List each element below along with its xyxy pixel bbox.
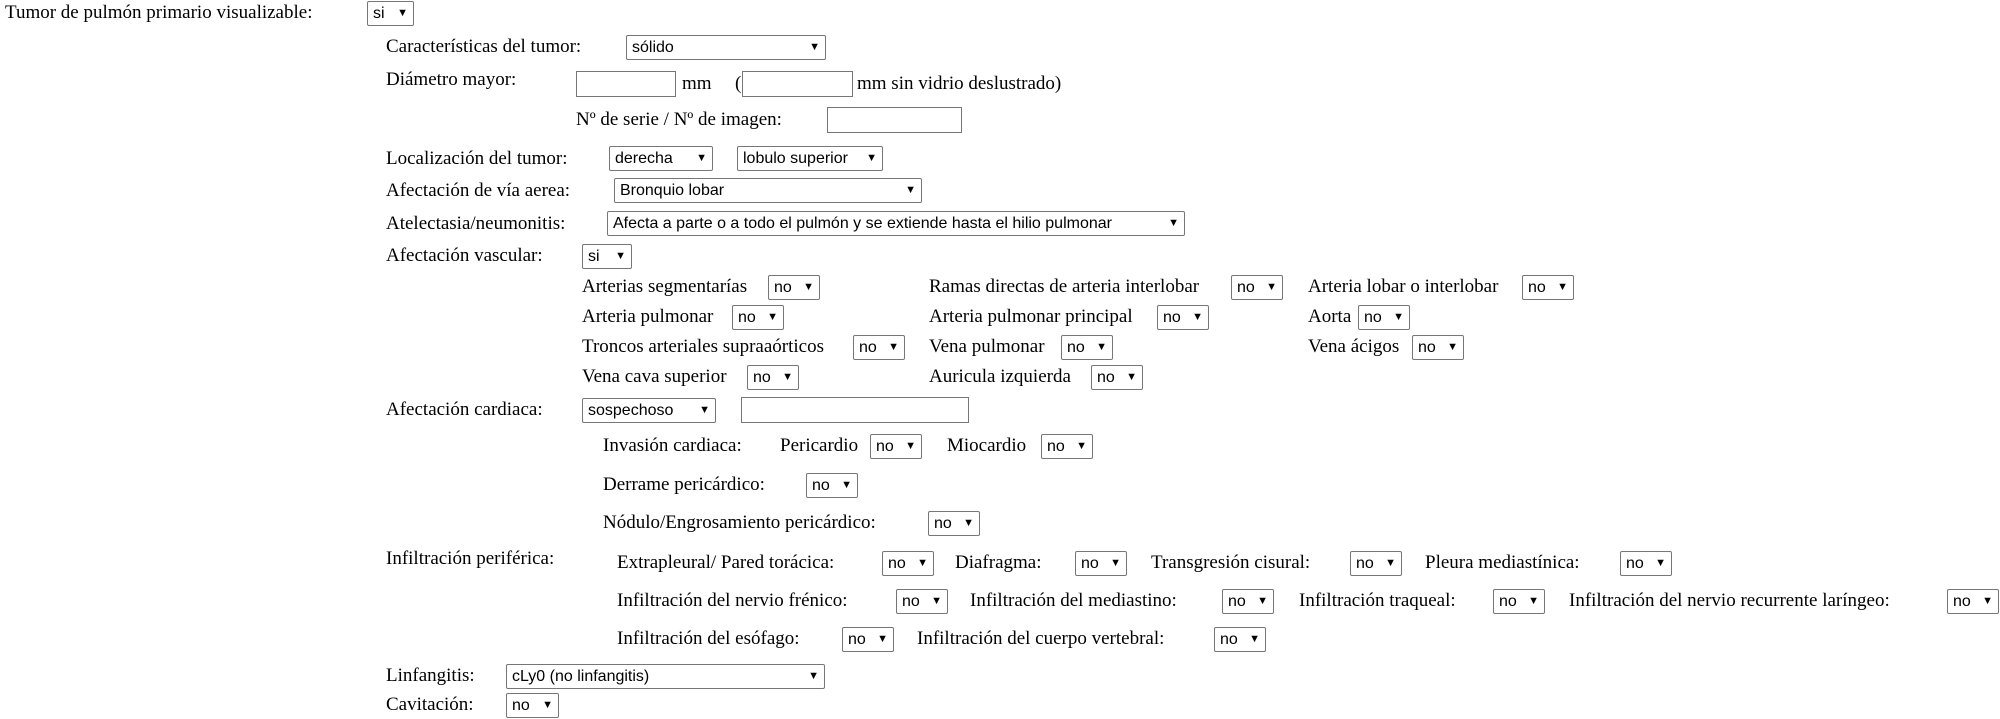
cavitacion-label: Cavitación: [386,694,474,715]
diafragma-select[interactable]: no ▼ [1075,551,1127,576]
diametro-open-paren: ( [735,73,742,94]
invasion-cardiaca-label: Invasión cardiaca: [603,435,742,456]
cardiaca-text-input[interactable] [741,397,969,423]
serie-imagen-input[interactable] [827,107,962,133]
chevron-down-icon: ▼ [397,7,408,19]
chevron-down-icon: ▼ [905,440,916,452]
localizacion-label: Localización del tumor: [386,148,568,169]
chevron-down-icon: ▼ [696,152,707,164]
arteria-lobar-select[interactable]: no ▼ [1522,275,1574,300]
chevron-down-icon: ▼ [542,699,553,711]
infiltracion-item-label: Diafragma: [955,552,1042,573]
vascular-item-label: Aorta [1308,306,1352,327]
vascular-select[interactable]: si ▼ [582,244,632,269]
vena-pulmonar-select[interactable]: no ▼ [1061,335,1113,360]
atelectasia-label: Atelectasia/neumonitis: [386,213,566,234]
extrapleural-select[interactable]: no ▼ [882,551,934,576]
miocardio-select[interactable]: no ▼ [1041,434,1093,459]
chevron-down-icon: ▼ [1192,311,1203,323]
infiltracion-item-label: Infiltración del nervio frénico: [617,590,848,611]
pericardio-label: Pericardio [780,435,859,456]
nervio-recurrente-select[interactable]: no ▼ [1947,589,1999,614]
infiltracion-label: Infiltración periférica: [386,548,555,569]
diametro-input[interactable] [576,71,676,97]
infiltracion-item-label: Infiltración del esófago: [617,628,800,649]
infiltracion-item-label: Infiltración del mediastino: [970,590,1177,611]
pleura-mediastinica-select[interactable]: no ▼ [1620,551,1672,576]
infiltracion-item-label: Infiltración del nervio recurrente laríngeo: [1569,590,1890,611]
arterias-segmentarias-select[interactable]: no ▼ [768,275,820,300]
chevron-down-icon: ▼ [1528,595,1539,607]
chevron-down-icon: ▼ [905,184,916,196]
transgresion-cisural-select[interactable]: no ▼ [1350,551,1402,576]
cuerpo-vertebral-select[interactable]: no ▼ [1214,627,1266,652]
ramas-interlobar-select[interactable]: no ▼ [1231,275,1283,300]
chevron-down-icon: ▼ [1385,557,1396,569]
caracteristicas-label: Características del tumor: [386,36,582,57]
caracteristicas-select[interactable]: sólido ▼ [626,35,826,60]
vascular-label: Afectación vascular: [386,245,543,266]
miocardio-label: Miocardio [947,435,1027,456]
chevron-down-icon: ▼ [1257,595,1268,607]
vascular-item-label: Vena pulmonar [929,336,1045,357]
chevron-down-icon: ▼ [1982,595,1993,607]
linfangitis-select[interactable]: cLy0 (no linfangitis) ▼ [506,664,825,689]
vascular-item-label: Arterias segmentarías [582,276,748,297]
esofago-select[interactable]: no ▼ [842,627,894,652]
arteria-pulmonar-select[interactable]: no ▼ [732,305,784,330]
chevron-down-icon: ▼ [866,152,877,164]
infiltracion-item-label: Extrapleural/ Pared torácica: [617,552,835,573]
chevron-down-icon: ▼ [803,281,814,293]
vascular-item-label: Troncos arteriales supraaórticos [582,336,825,357]
chevron-down-icon: ▼ [1393,311,1404,323]
chevron-down-icon: ▼ [917,557,928,569]
chevron-down-icon: ▼ [1655,557,1666,569]
traqueal-select[interactable]: no ▼ [1493,589,1545,614]
vascular-item-label: Vena cava superior [582,366,727,387]
troncos-supraaorticos-select[interactable]: no ▼ [853,335,905,360]
chevron-down-icon: ▼ [888,341,899,353]
infiltracion-item-label: Infiltración del cuerpo vertebral: [917,628,1165,649]
nodulo-pericardico-select[interactable]: no ▼ [928,511,980,536]
nervio-frenico-select[interactable]: no ▼ [896,589,948,614]
localizacion-lobulo-select[interactable]: lobulo superior ▼ [737,146,883,171]
vascular-item-label: Arteria lobar o interlobar [1308,276,1499,297]
vascular-item-label: Ramas directas de arteria interlobar [929,276,1200,297]
chevron-down-icon: ▼ [877,633,888,645]
chevron-down-icon: ▼ [1249,633,1260,645]
chevron-down-icon: ▼ [615,250,626,262]
chevron-down-icon: ▼ [1447,341,1458,353]
chevron-down-icon: ▼ [1096,341,1107,353]
chevron-down-icon: ▼ [1266,281,1277,293]
chevron-down-icon: ▼ [809,41,820,53]
infiltracion-item-label: Infiltración traqueal: [1299,590,1456,611]
vascular-item-label: Arteria pulmonar [582,306,714,327]
chevron-down-icon: ▼ [1557,281,1568,293]
via-aerea-label: Afectación de vía aerea: [386,180,571,201]
cardiaca-select[interactable]: sospechoso ▼ [582,398,716,423]
chevron-down-icon: ▼ [1110,557,1121,569]
chevron-down-icon: ▼ [931,595,942,607]
chevron-down-icon: ▼ [808,670,819,682]
via-aerea-select[interactable]: Bronquio lobar ▼ [614,178,922,203]
infiltracion-item-label: Transgresión cisural: [1151,552,1311,573]
auricula-izquierda-select[interactable]: no ▼ [1091,365,1143,390]
vascular-item-label: Arteria pulmonar principal [929,306,1133,327]
chevron-down-icon: ▼ [1076,440,1087,452]
chevron-down-icon: ▼ [767,311,778,323]
pericardio-select[interactable]: no ▼ [870,434,922,459]
linfangitis-label: Linfangitis: [386,665,475,686]
vena-acigos-select[interactable]: no ▼ [1412,335,1464,360]
tumor-visualizable-label: Tumor de pulmón primario visualizable: [5,2,313,23]
mediastino-select[interactable]: no ▼ [1222,589,1274,614]
chevron-down-icon: ▼ [1168,217,1179,229]
chevron-down-icon: ▼ [963,517,974,529]
derrame-pericardico-select[interactable]: no ▼ [806,473,858,498]
vascular-item-label: Vena ácigos [1308,336,1400,357]
nodulo-pericardico-label: Nódulo/Engrosamiento pericárdico: [603,512,876,533]
tumor-visualizable-select[interactable]: si ▼ [367,1,414,26]
diametro-label: Diámetro mayor: [386,69,517,90]
chevron-down-icon: ▼ [699,404,710,416]
vascular-item-label: Auricula izquierda [929,366,1071,387]
derrame-pericardico-label: Derrame pericárdico: [603,474,765,495]
localizacion-lado-select[interactable]: derecha ▼ [609,146,713,171]
diametro-unit: mm [682,73,712,94]
infiltracion-item-label: Pleura mediastínica: [1425,552,1580,573]
chevron-down-icon: ▼ [782,371,793,383]
atelectasia-select[interactable]: Afecta a parte o a todo el pulmón y se extiende hasta el hilio pulmonar ▼ [607,211,1185,236]
diametro-sin-vidrio-unit: mm sin vidrio deslustrado) [857,73,1062,94]
cardiaca-label: Afectación cardiaca: [386,399,543,420]
serie-imagen-label: Nº de serie / Nº de imagen: [576,109,782,130]
arteria-pulmonar-principal-select[interactable]: no ▼ [1157,305,1209,330]
vena-cava-superior-select[interactable]: no ▼ [747,365,799,390]
chevron-down-icon: ▼ [1126,371,1137,383]
chevron-down-icon: ▼ [841,479,852,491]
cavitacion-select[interactable]: no ▼ [506,693,559,718]
diametro-sin-vidrio-input[interactable] [742,71,853,97]
aorta-select[interactable]: no ▼ [1358,305,1410,330]
